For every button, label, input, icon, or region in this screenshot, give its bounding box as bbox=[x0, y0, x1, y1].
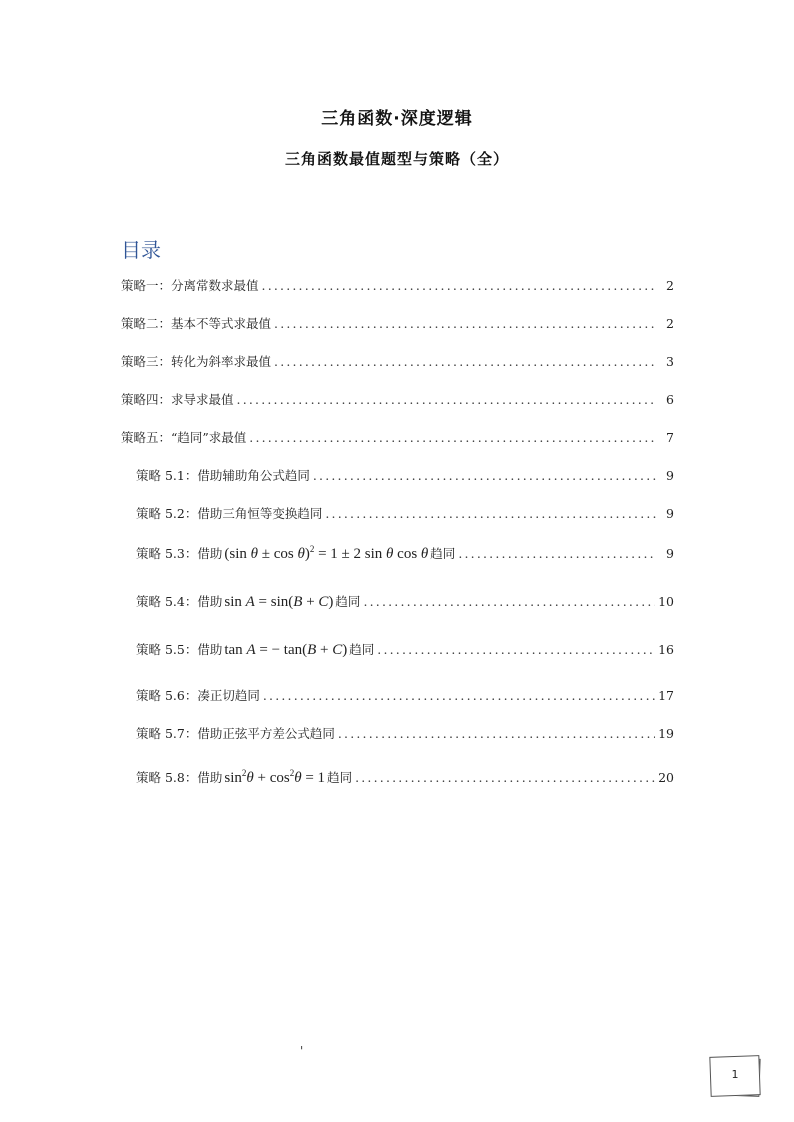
toc-entry-label bbox=[136, 640, 374, 659]
toc-page-number: 6 bbox=[666, 392, 674, 407]
toc-entry-label bbox=[136, 768, 352, 787]
toc-page-number: 3 bbox=[666, 354, 674, 369]
toc-entry-strategy-2[interactable] bbox=[121, 314, 674, 336]
toc-entry-label-prefix: 策略 5.5：借助 bbox=[136, 642, 223, 657]
toc-leader-dots bbox=[338, 726, 655, 741]
toc-page-number: 10 bbox=[658, 594, 674, 609]
toc-page-number: 9 bbox=[666, 546, 674, 561]
toc-entry-label: 策略四：求导求最值 bbox=[121, 392, 234, 407]
toc-page-number: 20 bbox=[658, 770, 674, 785]
toc-entry-strategy-5-4[interactable] bbox=[136, 592, 674, 614]
toc-leader-dots bbox=[263, 688, 655, 703]
toc-leader-dots bbox=[313, 468, 657, 483]
formula-tan-a: tan A = − tan(B + C) bbox=[224, 642, 348, 658]
toc-entry-label-suffix: 趋同 bbox=[349, 642, 375, 657]
toc-page-number: 16 bbox=[658, 642, 674, 657]
toc-leader-dots bbox=[377, 642, 655, 657]
toc-entry-strategy-5-3[interactable] bbox=[136, 544, 674, 566]
toc-page-number: 7 bbox=[666, 430, 674, 445]
formula-sin-a: sin A = sin(B + C) bbox=[224, 594, 334, 610]
toc-entry-label-suffix: 趋同 bbox=[335, 594, 361, 609]
toc-entry-strategy-5-8[interactable] bbox=[136, 768, 674, 790]
toc-entry-label: 策略二：基本不等式求最值 bbox=[121, 316, 272, 331]
formula-sin-cos-square: (sin θ ± cos θ)$^2$ = 1 ± 2 sin θ cos θ bbox=[224, 544, 429, 562]
toc-page-number: 19 bbox=[658, 726, 674, 741]
document-title: 三角函数·深度逻辑 bbox=[321, 109, 473, 129]
toc-entry-label bbox=[136, 592, 360, 611]
toc-leader-dots bbox=[274, 354, 657, 369]
page-number-box bbox=[710, 1054, 760, 1096]
toc-entry-strategy-3[interactable] bbox=[121, 352, 674, 374]
page-number: 1 bbox=[731, 1068, 739, 1081]
toc-page-number: 17 bbox=[658, 688, 674, 703]
toc-leader-dots bbox=[249, 430, 657, 445]
toc-page-number: 9 bbox=[666, 468, 674, 483]
toc-entry-label-suffix: 趋同 bbox=[327, 770, 353, 785]
toc-entry-label-prefix: 策略 5.8：借助 bbox=[136, 770, 223, 785]
toc-heading: 目录 bbox=[121, 238, 161, 262]
toc-page-number: 9 bbox=[666, 506, 674, 521]
toc-entry-strategy-5-2[interactable] bbox=[136, 504, 674, 526]
toc-entry-strategy-5-6[interactable] bbox=[136, 686, 674, 708]
toc-leader-dots bbox=[262, 278, 657, 293]
toc-entry-label-prefix: 策略 5.4：借助 bbox=[136, 594, 223, 609]
toc-entry-label: 策略一：分离常数求最值 bbox=[121, 278, 259, 293]
document-subtitle: 三角函数最值题型与策略（全） bbox=[284, 150, 509, 168]
toc-entry-label: 策略 5.1：借助辅助角公式趋同 bbox=[136, 468, 310, 483]
toc-entry-label: 策略三：转化为斜率求最值 bbox=[121, 354, 272, 369]
toc-entry-strategy-5[interactable] bbox=[121, 428, 674, 450]
toc-entry-label-suffix: 趋同 bbox=[430, 546, 456, 561]
toc-entry-strategy-1[interactable] bbox=[121, 276, 674, 298]
toc-entry-strategy-5-7[interactable] bbox=[136, 724, 674, 746]
toc-entry-label: 策略 5.2：借助三角恒等变换趋同 bbox=[136, 506, 323, 521]
toc-leader-dots bbox=[325, 506, 657, 521]
toc-entry-strategy-5-1[interactable] bbox=[136, 466, 674, 488]
toc-leader-dots bbox=[458, 546, 657, 561]
stray-mark: ' bbox=[300, 1044, 304, 1058]
toc-leader-dots bbox=[237, 392, 657, 407]
toc-leader-dots bbox=[355, 770, 655, 785]
toc-page-number: 2 bbox=[666, 278, 674, 293]
toc-entry-label: 策略 5.6：凑正切趋同 bbox=[136, 688, 260, 703]
toc-leader-dots bbox=[363, 594, 655, 609]
toc-entry-strategy-5-5[interactable] bbox=[136, 640, 674, 662]
toc-page-number: 2 bbox=[666, 316, 674, 331]
toc-entry-strategy-4[interactable] bbox=[121, 390, 674, 412]
toc-leader-dots bbox=[274, 316, 657, 331]
formula-pythagorean-identity: $\sin^2\theta + \cos^2\theta = 1$ bbox=[224, 768, 326, 786]
toc-entry-label bbox=[136, 544, 455, 563]
toc-entry-label-prefix: 策略 5.3：借助 bbox=[136, 546, 223, 561]
toc-entry-label: 策略五：“趋同”求最值 bbox=[121, 430, 247, 445]
toc-entry-label: 策略 5.7：借助正弦平方差公式趋同 bbox=[136, 726, 335, 741]
